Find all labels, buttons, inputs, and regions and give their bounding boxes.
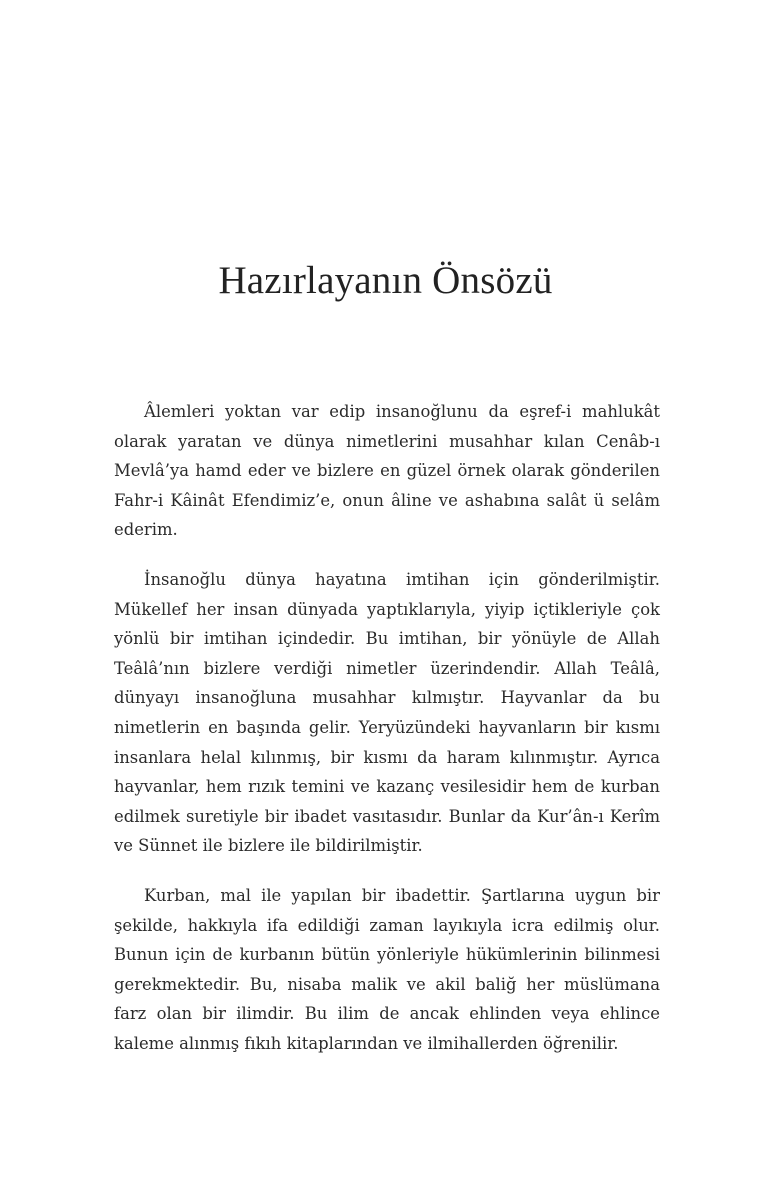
paragraph-2: İnsanoğlu dünya hayatına imtihan için gönderilmiştir. Mükellef her insan dünyada yaptıklarıyla, yiyip içtikleriyle çok yönlü bir imtihan içindedir. Bu imtihan, bir yönüyle de Allah Teâlâ’nın bizlere verdiği nimetler üzerindendir. Allah Teâlâ, dünyayı insanoğluna musahhar kılmıştır. Hayvanlar da bu nimetlerin en başında gelir. Yeryüzündeki hayvanların bir kısmı insanlara helal kılınmış, bir kısmı da haram kılınmıştır. Ayrıca hayvanlar, hem rızık temini ve kazanç vesilesidir hem de kurban edilmek suretiyle bir ibadet vasıtasıdır. Bunlar da Kur’ân-ı Kerîm ve Sünnet ile bizlere ile bildirilmiştir. — [114, 569, 660, 856]
page-title: Hazırlayanın Önsözü — [218, 259, 553, 302]
paragraph-3: Kurban, mal ile yapılan bir ibadettir. Şartlarına uygun bir şekilde, hakkıyla ifa edildiği zaman layıkıyla icra edilmiş olur. Bunun için de kurbanın bütün yönleriyle hükümlerinin bilinmesi gerekmektedir. Bu, nisaba malik ve akil baliğ her müslümana farz olan bir ilimdir. Bu ilim de ancak ehlinden veya ehlince kaleme alınmış fıkıh kitaplarından ve ilmihallerden öğrenilir. — [114, 885, 660, 1053]
paragraph-1: Âlemleri yoktan var edip insanoğlunu da eşref-i mahlukât olarak yaratan ve dünya nimetlerini musahhar kılan Cenâb-ı Mevlâ’ya hamd eder ve bizlere en güzel örnek olarak gönderilen Fahr-i Kâinât Efendimiz’e, onun âline ve ashabına salât ü selâm ederim. — [114, 402, 660, 540]
body-text — [114, 397, 660, 1078]
